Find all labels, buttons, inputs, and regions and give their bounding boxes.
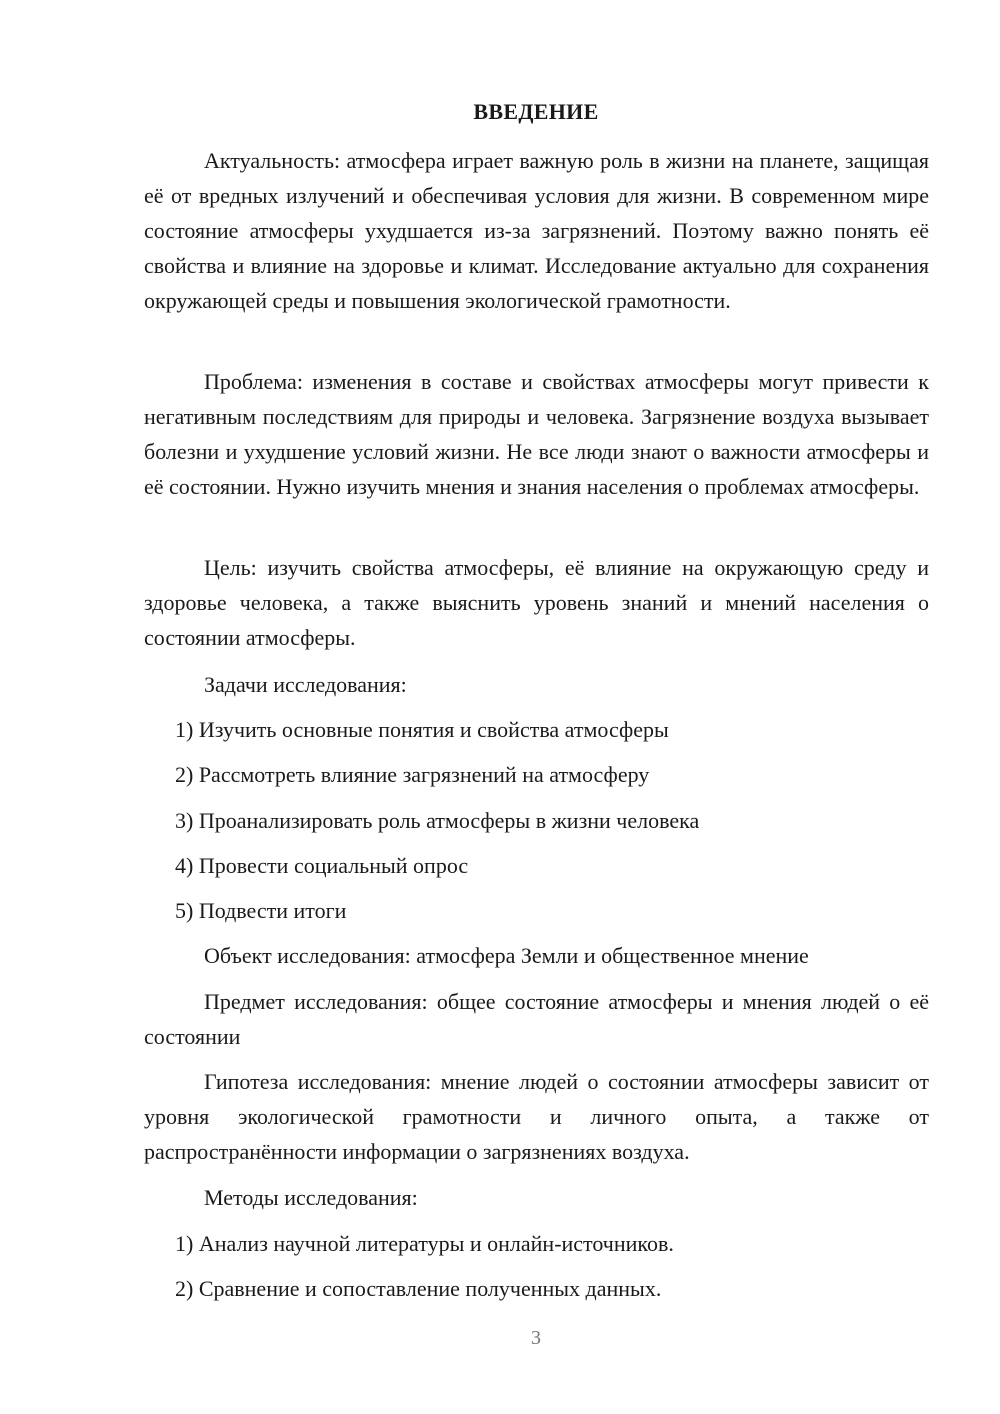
list-item: 1) Анализ научной литературы и онлайн-источников. (175, 1231, 674, 1256)
list-item: 4) Провести социальный опрос (175, 853, 469, 878)
list-item: 2) Сравнение и сопоставление полученных данных. (175, 1276, 662, 1301)
goal-block (144, 550, 929, 655)
relevance-block (144, 143, 929, 318)
methods-title: Методы исследования: (204, 1185, 418, 1210)
methods-item-1-block (144, 1226, 929, 1261)
section-heading: ВВЕДЕНИЕ (473, 99, 599, 124)
tasks-title: Задачи исследования: (204, 672, 407, 697)
page-number: 3 (531, 1327, 541, 1349)
tasks-item-3-block (144, 803, 929, 838)
methods-item-2-block (144, 1271, 929, 1306)
problem-block (144, 364, 929, 504)
tasks-item-5-block (144, 893, 929, 928)
tasks-title-block (144, 667, 929, 702)
list-item: 5) Подвести итоги (175, 898, 347, 923)
list-item: 1) Изучить основные понятия и свойства атмосферы (175, 717, 669, 742)
list-item: 2) Рассмотреть влияние загрязнений на атмосферу (175, 762, 650, 787)
methods-title-block (144, 1180, 929, 1215)
subject-paragraph: Предмет исследования: общее состояние атмосферы и мнения людей о её состоянии (144, 989, 929, 1049)
problem-paragraph: Проблема: изменения в составе и свойствах атмосферы могут привести к негативным последствиям для природы и человека. Загрязнение воздуха вызывает болезни и ухудшение условий жизни. Не все люди знают о важности атмосферы и её состоянии. Нужно изучить мнения и знания населения о проблемах атмосферы. (144, 369, 929, 499)
tasks-item-1-block (144, 712, 929, 747)
goal-paragraph: Цель: изучить свойства атмосферы, её влияние на окружающую среду и здоровье человека, а также выяснить уровень знаний и мнений населения о состоянии атмосферы. (144, 555, 929, 650)
subject-block (144, 984, 929, 1054)
hypothesis-block (144, 1064, 929, 1169)
tasks-item-4-block (144, 848, 929, 883)
object-line: Объект исследования: атмосфера Земли и общественное мнение (204, 943, 809, 968)
tasks-item-2-block (144, 757, 929, 792)
hypothesis-paragraph: Гипотеза исследования: мнение людей о состоянии атмосферы зависит от уровня экологической грамотности и личного опыта, а также от распространённости информации о загрязнениях воздуха. (144, 1069, 929, 1164)
object-block (144, 938, 929, 973)
relevance-paragraph: Актуальность: атмосфера играет важную роль в жизни на планете, защищая её от вредных излучений и обеспечивая условия для жизни. В современном мире состояние атмосферы ухудшается из-за загрязнений. Поэтому важно понять её свойства и влияние на здоровье и климат. Исследование актуально для сохранения окружающей среды и повышения экологической грамотности. (144, 148, 929, 313)
list-item: 3) Проанализировать роль атмосферы в жизни человека (175, 808, 700, 833)
